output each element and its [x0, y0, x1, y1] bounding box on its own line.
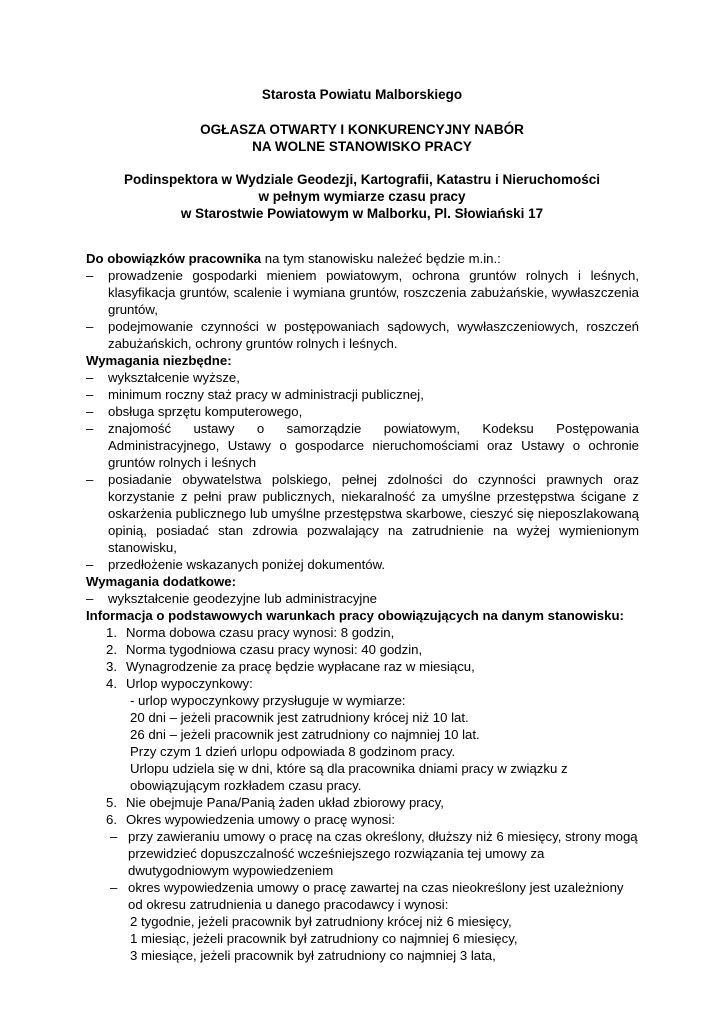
condition-number: 6.	[106, 812, 117, 827]
leave-line: Urlopu udziela się w dni, które są dla pracownika dniami pracy w związku z obowiązującym rozkładem czasu pracy.	[130, 761, 568, 793]
condition-item	[86, 811, 639, 828]
notice-item: – okres wypowiedzenia umowy o pracę zawartej na czas nieokreślony jest uzależniony od okresu zatrudnienia u danego pracodawcy i wynosi:	[86, 879, 639, 913]
condition-text: Nie obejmuje Pana/Panią żaden układ zbiorowy pracy,	[126, 795, 444, 810]
duty-item: – prowadzenie gospodarki mieniem powiatowym, ochrona gruntów rolnych i leśnych, klasyfikacja gruntów, scalenie i wymiana gruntów, roszczenia zabużańskie, wywłaszczenia gruntów,	[86, 267, 639, 318]
required-item: – znajomość ustawy o samorządzie powiatowym, Kodeksu Postępowania Administracyjnego, Ustawy o gospodarce nieruchomościami oraz Ustawy o ochronie gruntów rolnych i leśnych	[86, 420, 639, 471]
announcement-line-2: NA WOLNE STANOWISKO PRACY	[252, 139, 472, 154]
document-body	[86, 250, 639, 964]
leave-line: Przy czym 1 dzień urlopu odpowiada 8 godzinom pracy.	[130, 744, 456, 759]
additional-title: Wymagania dodatkowe:	[86, 574, 236, 589]
leave-line: - urlop wypoczynkowy przysługuje w wymiarze:	[130, 693, 406, 708]
notice-line: 2 tygodnie, jeżeli pracownik był zatrudniony krócej niż 6 miesięcy,	[130, 914, 512, 929]
condition-text: Norma dobowa czasu pracy wynosi: 8 godzin,	[126, 625, 395, 640]
condition-text: Okres wypowiedzenia umowy o pracę wynosi:	[126, 812, 395, 827]
condition-item	[86, 641, 639, 658]
duties-intro	[86, 250, 639, 267]
condition-item	[86, 794, 639, 811]
leave-line: 26 dni – jeżeli pracownik jest zatrudniony co najmniej 10 lat.	[130, 727, 480, 742]
required-title: Wymagania niezbędne:	[86, 353, 232, 368]
required-item: – posiadanie obywatelstwa polskiego, pełnej zdolności do czynności prawnych oraz korzystanie z pełni praw publicznych, niekaralność za umyślne przestępstwa ścigane z oskarżenia publicznego lub umyślne przestępstwa skarbowe, cieszyć się nieposzlakowaną opinią, posiadać stan zdrowia pozwalający na zatrudnienie na wyżej wymienionym stanowisku,	[86, 471, 639, 556]
condition-item	[86, 658, 639, 675]
position-line-2: w pełnym wymiarze czasu pracy	[258, 189, 466, 204]
duties-intro-rest: na tym stanowisku należeć będzie m.in.:	[261, 251, 501, 266]
required-item: – przedłożenie wskazanych poniżej dokumentów.	[86, 556, 639, 573]
required-item: – obsługa sprzętu komputerowego,	[86, 403, 639, 420]
condition-text: Wynagrodzenie za pracę będzie wypłacane raz w miesiącu,	[126, 659, 475, 674]
required-item: – wykształcenie wyższe,	[86, 369, 639, 386]
condition-number: 2.	[106, 642, 117, 657]
condition-number: 3.	[106, 659, 117, 674]
condition-item	[86, 675, 639, 692]
notice-item: – przy zawieraniu umowy o pracę na czas określony, dłuższy niż 6 miesięcy, strony mogą przewidzieć dopuszczalność wcześniejszego rozwiązania tej umowy za dwutygodniowym wypowiedzeniem	[86, 828, 639, 879]
authority-heading: Starosta Powiatu Malborskiego	[261, 87, 463, 102]
leave-line: 20 dni – jeżeli pracownik jest zatrudniony krócej niż 10 lat.	[130, 710, 469, 725]
additional-item: – wykształcenie geodezyjne lub administracyjne	[86, 590, 639, 607]
condition-number: 4.	[106, 676, 117, 691]
conditions-title: Informacja o podstawowych warunkach pracy obowiązujących na danym stanowisku:	[86, 608, 624, 623]
duty-item: – podejmowanie czynności w postępowaniach sądowych, wywłaszczeniowych, roszczeń zabużańskich, ochrony gruntów rolnych i leśnych.	[86, 318, 639, 352]
condition-number: 5.	[106, 795, 117, 810]
condition-number: 1.	[106, 625, 117, 640]
position-line-3: w Starostwie Powiatowym w Malborku, Pl. Słowiański 17	[180, 206, 544, 221]
position-line-1: Podinspektora w Wydziale Geodezji, Kartografii, Katastru i Nieruchomości	[123, 172, 601, 187]
condition-item	[86, 624, 639, 641]
notice-line: 3 miesiące, jeżeli pracownik był zatrudniony co najmniej 3 lata,	[130, 948, 496, 963]
condition-text: Urlop wypoczynkowy:	[126, 676, 253, 691]
announcement-line-1: OGŁASZA OTWARTY I KONKURENCYJNY NABÓR	[200, 122, 524, 137]
required-item: – minimum roczny staż pracy w administracji publicznej,	[86, 386, 639, 403]
condition-text: Norma tygodniowa czasu pracy wynosi: 40 godzin,	[126, 642, 423, 657]
notice-line: 1 miesiąc, jeżeli pracownik był zatrudniony co najmniej 6 miesięcy,	[130, 931, 518, 946]
duties-intro-bold: Do obowiązków pracownika	[86, 251, 262, 266]
